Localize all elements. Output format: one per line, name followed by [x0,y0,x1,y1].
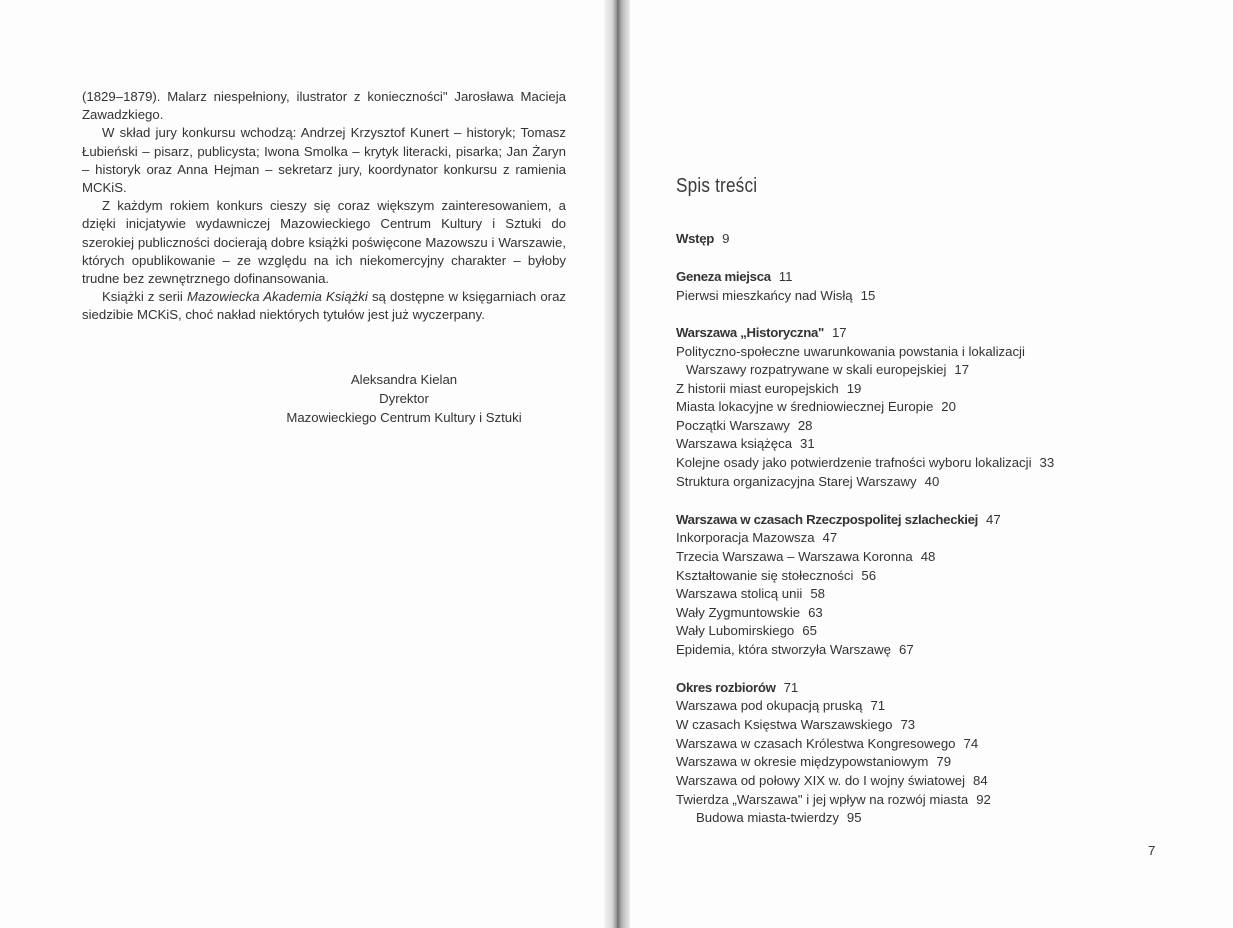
toc-entry [676,398,956,416]
toc-entry [676,735,978,753]
toc-entry-title: Geneza miejsca [676,269,771,284]
toc-entry-page: 20 [941,399,956,414]
toc-entry [676,641,914,659]
toc-entry-page: 19 [846,381,862,396]
paragraph-continuation: (1829–1879). Malarz niespełniony, ilustrator z konieczności" Jarosława Macieja Zawadzkiego. [82,89,566,123]
toc-entry-title: Polityczno-społeczne uwarunkowania powstania i lokalizacji [676,344,1025,359]
toc-section-heading [676,511,1001,529]
toc-entry [676,585,825,603]
toc-entry-title: Kolejne osady jako potwierdzenie trafności wyboru lokalizacji [676,455,1032,470]
toc-section-heading [676,268,792,286]
signature-block [272,370,536,427]
toc-entry [676,622,817,640]
toc-entry-page: 40 [924,474,940,489]
toc-entry-page: 92 [976,792,991,807]
toc-entry-page: 11 [778,269,793,284]
toc-entry-page: 79 [936,754,952,769]
toc-entry [676,417,813,435]
toc-entry-title: Wstęp [676,231,715,246]
toc-section-heading [676,230,729,248]
toc-entry-title: W czasach Księstwa Warszawskiego [676,717,893,732]
toc-entry-title: Kształtowanie się stołeczności [676,568,854,583]
toc-entry-title: Pierwsi mieszkańcy nad Wisłą [676,288,853,303]
toc-entry-title: Twierdza „Warszawa" i jej wpływ na rozwój miasta [676,792,969,807]
toc-entry-page: 71 [870,698,886,713]
toc-title: Spis treści [676,175,758,197]
series-after: są dostępne w księgarniach oraz siedzibie MCKiS, choć nakład niektórych tytułów jest już wyczerpany. [82,289,566,323]
toc-entry-title: Warszawa pod okupacją pruską [676,698,863,713]
toc-entry-page: 47 [986,512,1001,527]
toc-entry [676,567,876,585]
toc-entry-page: 47 [822,530,838,545]
toc-entry-title: Struktura organizacyjna Starej Warszawy [676,474,917,489]
toc-entry [686,361,969,379]
toc-entry-page: 15 [860,288,876,303]
toc-entry [676,716,915,734]
toc-entry [676,772,988,790]
toc-entry [676,473,939,491]
toc-entry [676,343,1025,361]
toc-entry-page: 73 [900,717,916,732]
signature-institution: Mazowieckiego Centrum Kultury i Sztuki [286,410,522,425]
toc-entry-page: 84 [973,773,988,788]
toc-entry-title: Trzecia Warszawa – Warszawa Koronna [676,549,913,564]
toc-entry-page: 17 [954,362,970,377]
toc-entry [676,287,875,305]
toc-entry-page: 67 [898,642,914,657]
toc-entry-page: 95 [846,810,862,825]
toc-entry [676,380,861,398]
toc-entry-page: 74 [963,736,979,751]
toc-entry-page: 58 [810,586,825,601]
toc-entry-page: 71 [783,680,799,695]
toc-entry [676,604,823,622]
toc-entry [676,697,885,715]
toc-entry-title: Warszawa stolicą unii [676,586,803,601]
toc-entry-page: 48 [920,549,936,564]
series-before: Książki z serii [102,289,188,305]
toc-entry-title: Warszawa od połowy XIX w. do I wojny światowej [676,773,966,788]
book-gutter [604,0,630,928]
toc-entry-page: 17 [831,325,847,340]
toc-section-heading [676,679,798,697]
toc-entry [676,753,951,771]
toc-entry [676,548,935,566]
toc-entry-title: Inkorporacja Mazowsza [676,530,815,545]
toc-entry-title: Wały Zygmuntowskie [676,605,801,620]
toc-entry-title: Okres rozbiorów [676,680,776,695]
toc-entry-title: Warszawa „Historyczna" [676,325,824,340]
toc-entry [676,435,815,453]
paragraph-jury: W skład jury konkursu wchodzą: Andrzej Krzysztof Kunert – historyk; Tomasz Łubieński – pisarz, publicysta; Iwona Smolka – krytyk literacki, pisarka; Jan Żaryn – historyk oraz Anna Hejman – sekretarz jury, koordynator konkursu z ramienia MCKiS. [82,125,566,196]
toc-entry-page: 31 [800,436,815,451]
toc-entry-page: 56 [861,568,877,583]
toc-entry-title: Warszawa w czasach Rzeczpospolitej szlacheckiej [676,512,979,527]
toc-entry-title: Warszawy rozpatrywane w skali europejskiej [686,362,947,377]
toc-entry-title: Warszawa w czasach Królestwa Kongresowego [676,736,956,751]
toc-entry-page: 65 [802,623,817,638]
toc-entry [676,529,837,547]
toc-entry-title: Epidemia, która stworzyła Warszawę [676,642,891,657]
toc-section-heading [676,324,847,342]
toc-entry-page: 33 [1039,455,1055,470]
toc-entry-title: Z historii miast europejskich [676,381,839,396]
paragraph-series [82,288,566,324]
series-title: Mazowiecka Akademia Książki [187,289,368,305]
toc-entry-title: Wały Lubomirskiego [676,623,795,638]
toc-entry-title: Budowa miasta-twierdzy [696,810,839,825]
toc-entry [676,454,1054,472]
toc-entry-title: Warszawa w okresie międzypowstaniowym [676,754,929,769]
signature-name: Aleksandra Kielan [350,372,458,387]
toc-entry-title: Warszawa książęca [676,436,793,451]
page-number: 7 [1148,843,1156,858]
toc-entry-title: Początki Warszawy [676,418,790,433]
toc-entry-page: 28 [797,418,813,433]
toc-entry [676,791,991,809]
toc-entry-page: 9 [722,231,730,246]
left-page-body [82,88,566,325]
toc-entry-page: 63 [808,605,823,620]
paragraph-contest: Z każdym rokiem konkurs cieszy się coraz większym zainteresowaniem, a dzięki inicjatywie wydawniczej Mazowieckiego Centrum Kultury i Sztuki do szerokiej publiczności docierają dobre książki poświęcone Mazowszu i Warszawie, których opublikowanie – ze względu na ich niekomercyjny charakter – byłoby trudne bez zewnętrznego dofinansowania. [82,198,566,287]
toc-entry [696,809,862,827]
signature-role: Dyrektor [379,391,429,406]
toc-entry-title: Miasta lokacyjne w średniowiecznej Europie [676,399,934,414]
